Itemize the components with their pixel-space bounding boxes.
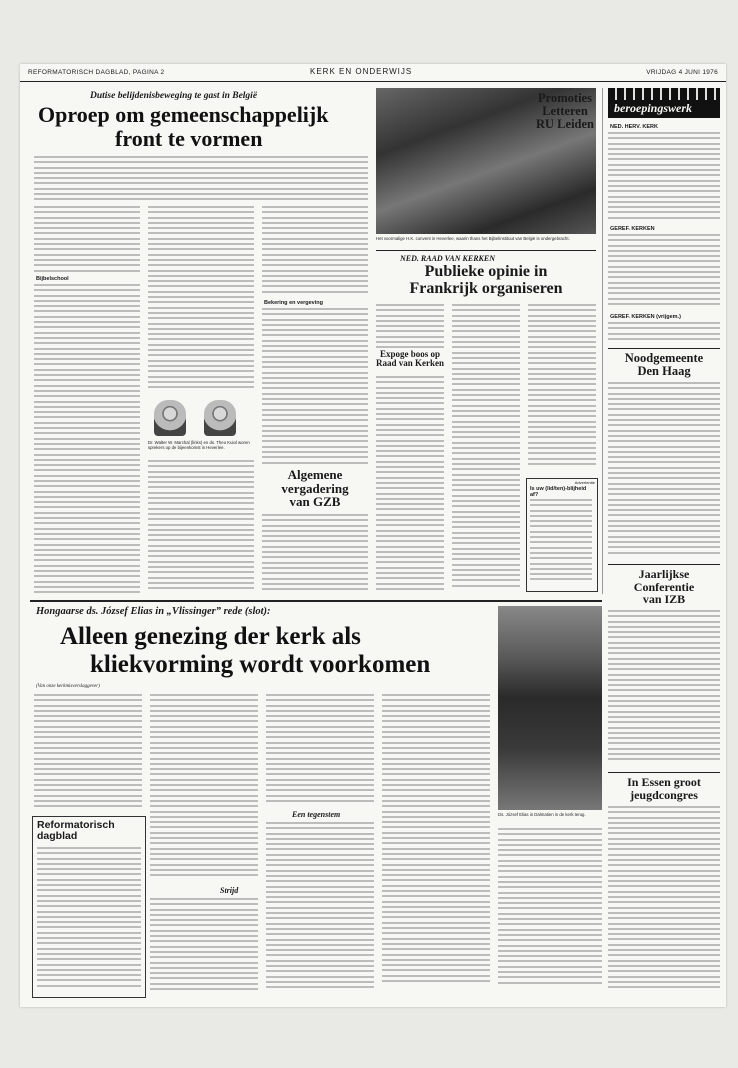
gzb-headline xyxy=(260,468,370,509)
gzb-headline-line2: vergadering xyxy=(281,480,349,496)
section-divider xyxy=(30,600,602,602)
bottom-col2-a xyxy=(150,694,258,884)
page-header xyxy=(20,64,726,82)
essen-headline xyxy=(608,776,720,801)
promoties-headline xyxy=(530,92,600,131)
kerken-headline xyxy=(376,264,596,298)
bottom-col3-a xyxy=(266,694,374,806)
kerken-headline-line1: Publieke opinie in xyxy=(424,263,548,280)
bottom-story-headline-line2: kliekvorming wordt voorkomen xyxy=(90,651,431,678)
top-story-col2-a xyxy=(148,206,254,394)
masthead-title xyxy=(33,817,145,842)
header-section: KERK EN ONDERWIJS xyxy=(310,67,413,76)
top-story-col1-a xyxy=(34,206,140,274)
photo-elias-caption: Ds. József Elias in Dalmatien in de kerk terug. xyxy=(498,812,586,817)
divider xyxy=(608,564,720,565)
bottom-story-byline: (Van onze kerkmisverslaggever) xyxy=(36,684,100,689)
expoge-headline-line1: Expoge boos op xyxy=(379,349,441,359)
advertentie-body xyxy=(530,499,592,585)
newspaper-page xyxy=(20,64,726,1007)
conferentie-headline-line1: Jaarlijkse xyxy=(638,567,690,581)
beroeping-badge-title: beroepingswerk xyxy=(614,101,692,115)
expoge-body xyxy=(376,376,444,594)
photo-elias xyxy=(498,606,602,810)
beroeping-body-2 xyxy=(608,234,720,312)
expoge-headline xyxy=(374,350,446,369)
promoties-headline-line1: Promoties xyxy=(538,91,592,105)
bottom-col2-b xyxy=(150,898,258,996)
bottom-col1-a xyxy=(34,694,142,812)
bottom-col5 xyxy=(498,828,602,996)
essen-headline-line2: jeugdcongres xyxy=(630,787,698,802)
advertentie-title: Is uw (lid/ten)-blijheid af? xyxy=(530,486,587,498)
section-bijbelschool: Bijbelschool xyxy=(36,276,69,282)
beroeping-section-1: NED. HERV. KERK xyxy=(610,124,658,130)
noodgemeente-headline xyxy=(608,352,720,378)
beroeping-section-3: GEREF. KERKEN (vrijgem.) xyxy=(610,314,681,320)
kerken-col1-a xyxy=(376,304,444,348)
promoties-headline-line3: RU Leiden xyxy=(536,117,594,132)
top-story-kicker: Dutise belijdenisbeweging te gast in België xyxy=(90,91,258,101)
bottom-col4 xyxy=(382,694,490,996)
masthead-line1: Reformatorisch xyxy=(37,819,115,831)
noodgemeente-body xyxy=(608,382,720,562)
expoge-headline-line2: Raad van Kerken xyxy=(375,358,444,369)
top-story-col3-a xyxy=(262,206,368,296)
skyline-icon xyxy=(608,88,720,100)
kerken-kicker: NED. RAAD VAN KERKEN xyxy=(400,254,495,263)
masthead-line2: dagblad xyxy=(37,830,78,842)
gzb-headline-line3: van GZB xyxy=(289,494,341,510)
promoties-headline-line2: Letteren xyxy=(542,104,588,119)
beroeping-body-1 xyxy=(608,132,720,224)
essen-headline-line1: In Essen groot xyxy=(627,775,701,789)
beroeping-badge xyxy=(608,88,720,118)
top-story-col2-b xyxy=(148,460,254,594)
header-date: VRIJDAG 4 JUNI 1976 xyxy=(646,69,718,76)
kerken-col2 xyxy=(452,304,520,594)
beroeping-body-3 xyxy=(608,322,720,346)
bottom-story-byline-text: Van onze kerkmisverslaggever xyxy=(37,684,99,689)
section-bekering: Bekering en vergeving xyxy=(264,300,323,306)
section-tegenstem: Een tegenstem xyxy=(292,810,341,819)
advertentie-label: Advertentie xyxy=(574,480,595,485)
essen-body xyxy=(608,806,720,996)
divider xyxy=(376,250,596,251)
gzb-headline-line1: Algemene xyxy=(287,467,343,482)
section-strijd: Strijd xyxy=(220,886,239,895)
conferentie-body xyxy=(608,610,720,770)
conferentie-headline-line2: Conferentie xyxy=(633,579,695,594)
top-story-col1-b xyxy=(34,284,140,594)
bottom-story-headline-line1: Alleen genezing der kerk als xyxy=(60,623,361,650)
portrait-kuiol xyxy=(204,400,236,436)
masthead-body xyxy=(37,847,141,993)
portrait-marchal xyxy=(154,400,186,436)
conferentie-headline xyxy=(608,568,720,606)
divider xyxy=(608,348,720,349)
noodgemeente-headline-line2: Den Haag xyxy=(637,364,691,379)
advertentie-box xyxy=(526,478,598,592)
divider xyxy=(608,772,720,773)
photo-heverlee-caption: Het voormalige H.K. convent in Heverlee, waarin thans het Bijbelinstituut van België is ondergebracht. xyxy=(376,236,570,241)
noodgemeente-headline-line1: Noodgemeente xyxy=(624,351,704,365)
kerken-col3 xyxy=(528,304,596,474)
beroeping-section-2: GEREF. KERKEN xyxy=(610,226,655,232)
gzb-body xyxy=(262,514,368,594)
top-story-lead xyxy=(34,156,368,200)
top-story-col3-b xyxy=(262,308,368,468)
column-rule xyxy=(602,88,603,594)
kerken-headline-line2: Frankrijk organiseren xyxy=(409,279,563,297)
top-story-headline-line2: front te vormen xyxy=(115,126,263,151)
top-story-headline-line1: Oproep om gemeenschappelijk xyxy=(38,102,329,127)
header-left: REFORMATORISCH DAGBLAD, PAGINA 2 xyxy=(28,69,165,76)
portraits-caption: Dr. Walter W. Marchal (links) en ds. Theo Kuiol woren sprekers op de bijeenkomst in Heverlee. xyxy=(148,440,250,450)
bottom-col3-b xyxy=(266,822,374,996)
masthead-box xyxy=(32,816,146,998)
conferentie-headline-line3: van IZB xyxy=(642,592,686,607)
bottom-story-kicker: Hongaarse ds. József Elias in „Vlissinger” rede (slot): xyxy=(36,606,271,617)
